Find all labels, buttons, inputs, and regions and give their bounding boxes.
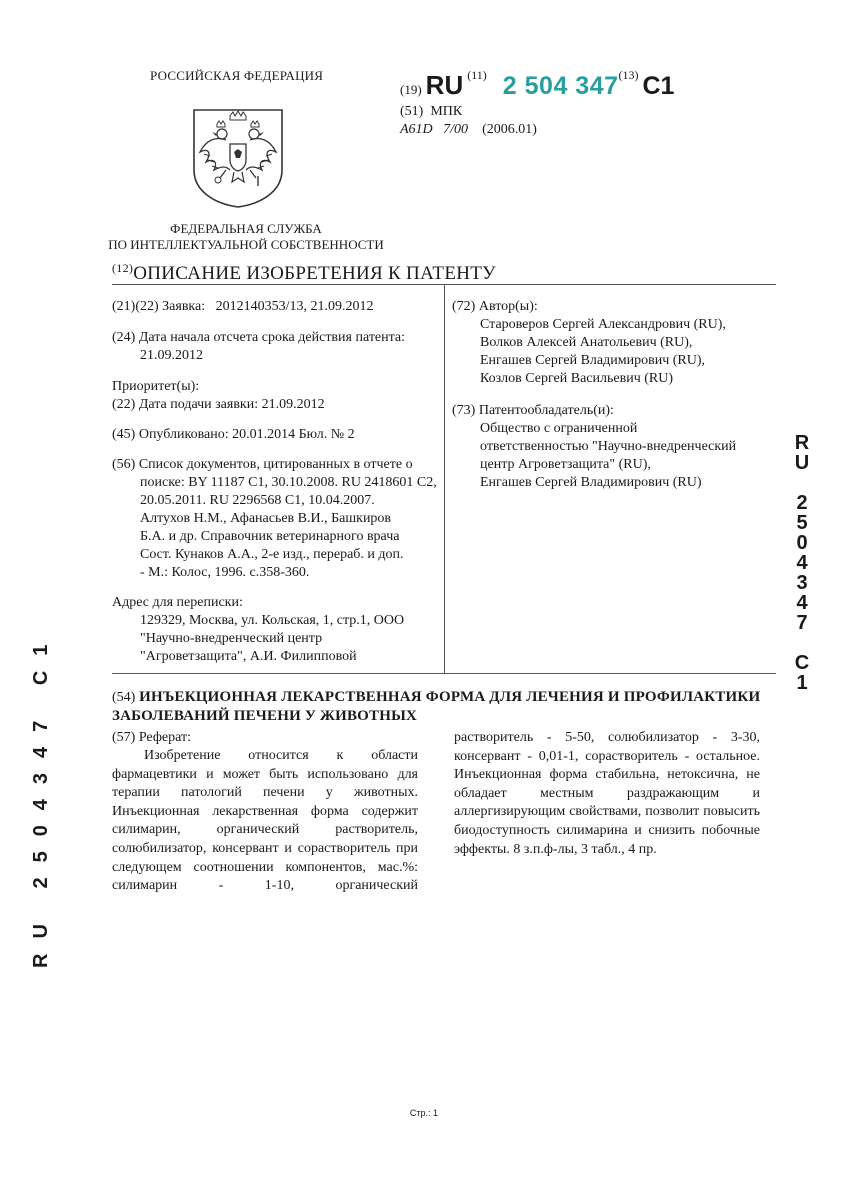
- owner-line: центр Агроветзащита" (RU),: [480, 457, 651, 472]
- ipc-code: (51): [400, 104, 424, 119]
- double-headed-eagle-emblem-icon: [190, 108, 286, 208]
- abstract-code: (57): [112, 730, 136, 745]
- side-char: 4: [796, 592, 808, 614]
- cited-code: (56): [112, 457, 136, 472]
- published-text: Опубликовано: 20.01.2014 Бюл. № 2: [138, 427, 355, 442]
- ipc-label: МПК: [430, 104, 463, 119]
- divider-middle: [112, 673, 776, 674]
- doctype-text: ОПИСАНИЕ ИЗОБРЕТЕНИЯ К ПАТЕНТУ: [133, 263, 496, 284]
- application-label: Заявка:: [162, 299, 206, 314]
- page-number: Стр.: 1: [409, 1108, 439, 1118]
- side-char: R: [794, 432, 810, 454]
- filing-date-code: (22): [112, 397, 136, 412]
- side-char: 1: [796, 672, 808, 694]
- code-19: (19): [400, 82, 422, 97]
- authors-field: [452, 298, 782, 388]
- side-char: [790, 472, 814, 492]
- cited-line: - М.: Колос, 1996. с.358-360.: [140, 565, 310, 580]
- application-code: (21)(22): [112, 299, 159, 314]
- side-label-left: RU 2504347 C1: [30, 629, 52, 968]
- abstract-heading: [112, 730, 191, 746]
- term-start-field: [112, 329, 437, 365]
- owners-label: Патентообладатель(и):: [478, 403, 614, 418]
- cited-line: 20.05.2011. RU 2296568 C1, 10.04.2007.: [140, 493, 375, 508]
- document-type: [112, 263, 496, 285]
- side-char: 4: [796, 552, 808, 574]
- title-code: (54): [112, 690, 136, 705]
- cited-line: Сост. Кунаков А.А., 2-е изд., перераб. и доп.: [140, 547, 404, 562]
- filing-date-text: Дата подачи заявки: 21.09.2012: [138, 397, 325, 412]
- side-char: 0: [796, 532, 808, 554]
- cited-line-2: поиске: BY 11187 C1, 30.10.2008. RU 2418601 C2,: [140, 475, 437, 490]
- author-name: Енгашев Сергей Владимирович (RU),: [480, 353, 706, 368]
- author-name: Волков Алексей Анатольевич (RU),: [480, 335, 693, 350]
- author-name: Староверов Сергей Александрович (RU),: [480, 317, 726, 332]
- owners-code: (73): [452, 403, 476, 418]
- kind-code: C1: [642, 72, 675, 100]
- address-line: "Агроветзащита", А.И. Филипповой: [140, 649, 357, 664]
- owner-line: Енгашев Сергей Владимирович (RU): [480, 475, 702, 490]
- doctype-code: (12): [112, 261, 134, 275]
- application-field: [112, 298, 437, 316]
- published-code: (45): [112, 427, 136, 442]
- agency-line-2: ПО ИНТЕЛЛЕКТУАЛЬНОЙ СОБСТВЕННОСТИ: [108, 237, 384, 252]
- code-13: (13): [618, 68, 639, 82]
- side-char: [790, 632, 814, 652]
- patent-number: 2 504 347: [502, 72, 619, 100]
- side-char: C: [794, 652, 810, 674]
- filing-date-field: [112, 396, 437, 414]
- side-char: U: [794, 452, 810, 474]
- cited-documents-field: [112, 456, 442, 582]
- title-line-2: ЗАБОЛЕВАНИЙ ПЕЧЕНИ У ЖИВОТНЫХ: [112, 708, 418, 724]
- address-line: 129329, Москва, ул. Кольская, 1, стр.1, ООО: [140, 613, 405, 628]
- ipc-block: [400, 103, 537, 139]
- owners-field: [452, 402, 782, 492]
- side-char: 3: [796, 572, 808, 594]
- side-label-right: [790, 432, 814, 692]
- published-field: [112, 426, 437, 444]
- ipc-version: (2006.01): [482, 122, 537, 137]
- code-11: (11): [467, 68, 487, 82]
- authors-label: Автор(ы):: [478, 299, 538, 314]
- address-line: "Научно-внедренческий центр: [140, 631, 323, 646]
- author-name: Козлов Сергей Васильевич (RU): [480, 371, 674, 386]
- address-label: Адрес для переписки:: [112, 595, 243, 610]
- cited-line: Алтухов Н.М., Афанасьев В.И., Башкиров: [140, 511, 392, 526]
- agency-name: [100, 221, 392, 253]
- priority-label: Приоритет(ы):: [112, 379, 200, 394]
- address-field: [112, 594, 442, 666]
- invention-title: [112, 688, 792, 725]
- title-line-1: ИНЪЕКЦИОННАЯ ЛЕКАРСТВЕННАЯ ФОРМА ДЛЯ ЛЕЧЕНИЯ И ПРОФИЛАКТИКИ: [139, 689, 761, 705]
- cited-line: Б.А. и др. Справочник ветеринарного врача: [140, 529, 400, 544]
- authors-code: (72): [452, 299, 476, 314]
- side-char: 7: [796, 612, 808, 634]
- country-name: РОССИЙСКАЯ ФЕДЕРАЦИЯ: [150, 68, 324, 83]
- ipc-group: 7/00: [443, 122, 469, 137]
- agency-line-1: ФЕДЕРАЛЬНАЯ СЛУЖБА: [170, 221, 322, 236]
- abstract-text-right: растворитель - 5-50, солюбилизатор - 3-30, консервант - 0,01-1, сорастворитель - остальное. Инъекционная форма стабильна, нетоксична, не обладает местным раздражающим и аллергизирующим свойствами, позволит повысить биодоступность силимарина и снизить побочные эффекты. 8 з.п.ф-лы, 3 табл., 4 пр.: [454, 730, 760, 857]
- cited-line-1: Список документов, цитированных в отчете о: [138, 457, 413, 472]
- application-value: 2012140353/13, 21.09.2012: [215, 299, 374, 314]
- owner-line: ответственностью "Научно-внедренческий: [480, 439, 737, 454]
- term-start-value: 21.09.2012: [140, 348, 203, 363]
- abstract-label: Реферат:: [138, 730, 191, 745]
- abstract-text-left: Изобретение относится к области фармацевтики и может быть использовано для терапии патологий печени у животных. Инъекционная лекарственная форма содержит силимарин, органический растворитель, солюбилизатор, консервант и сорастворитель при следующем соотношении компонентов, мас.%: силимарин - 1-10, органический: [112, 748, 418, 894]
- side-char: 2: [796, 492, 808, 514]
- term-start-code: (24): [112, 330, 136, 345]
- ipc-class: A61D: [400, 122, 433, 137]
- owner-line: Общество с ограниченной: [480, 421, 638, 436]
- side-char: 5: [796, 512, 808, 534]
- country-code: RU: [425, 70, 464, 100]
- divider-vertical: [444, 285, 445, 673]
- term-start-label: Дата начала отсчета срока действия патента:: [138, 330, 406, 345]
- patent-number-line: [400, 70, 674, 101]
